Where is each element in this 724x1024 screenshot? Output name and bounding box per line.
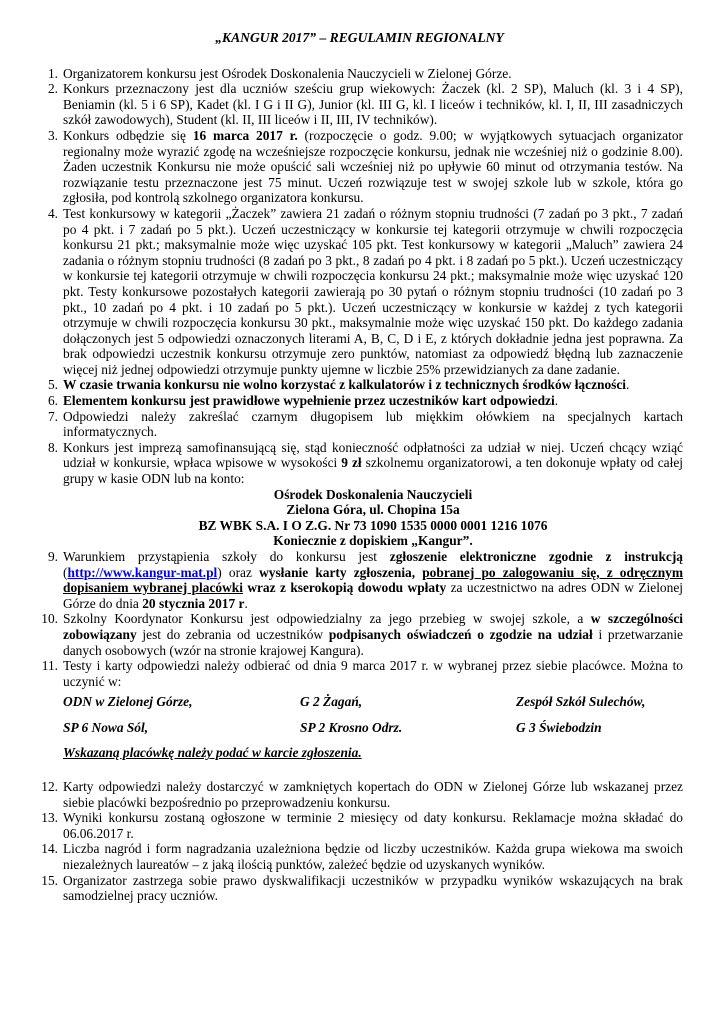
rule-item xyxy=(36,377,683,393)
kangur-website-link[interactable]: http://www.kangur-mat.pl xyxy=(67,564,218,580)
rule-text-bold: wysłanie karty zgłoszenia, xyxy=(259,564,423,580)
rule-text: i przetwarzanie danych osobowych (wzór na stronie krajowej Kangura). xyxy=(63,626,683,658)
rule-item xyxy=(36,66,683,82)
rule-text: Konkurs jest imprezą samofinansującą się, stąd konieczność odpłatności za udział w niej. Uczeń chcący wziąć udział w konkursie, wpłaca wpisowe w wysokości xyxy=(63,439,683,471)
rule-text: Liczba nagród i form nagradzania uzależniona będzie od liczby uczestników. Każda grupa wiekowa ma swoich niezależnych laureatów – z jaką ilością punktów, zależeć będzie od uzyskanych wyników. xyxy=(63,841,683,872)
rule-text: Testy i karty odpowiedzi należy odbierać od dnia 9 marca 2017 r. w wybranej przez siebie placówce. Można to uczynić w: xyxy=(63,658,683,689)
rule-text: Warunkiem przystąpienia szkoły do konkursu jest xyxy=(63,549,390,564)
pickup-place: G 3 Świebodzin xyxy=(516,720,602,736)
rule-text: Organizatorem konkursu jest Ośrodek Doskonalenia Nauczycieli w Zielonej Górze. xyxy=(63,65,512,81)
rule-text: (rozpoczęcie o godz. 9.00; w wyjątkowych sytuacjach organizator regionalny może wyrazić zgodę na wcześniejsze rozpoczęcie konkursu, jednak nie wcześniej niż o godzinie 8.00). Żaden uczestnik Konkursu nie może opuścić sali wcześniej niż po upływie 60 minut od otrzymania testów. Na rozwiązanie testu przeznaczone jest 75 minut. Uczeń rozwiązuje test w swojej szkole lub w szkole, która go zgłosiła, pod kontrolą szkolnego organizatora konkursu. xyxy=(63,127,683,206)
rule-text: Wyniki konkursu zostaną ogłoszone w terminie 2 miesięcy od daty konkursu. Reklamacje można składać do 06.06.2017 r. xyxy=(63,810,683,841)
rule-text-bold: podpisanych oświadczeń o zgodzie na udział xyxy=(328,626,593,642)
rule-text: za uczestnictwo na adres ODN w Zielonej Górze do dnia xyxy=(63,580,683,611)
document-title: „KANGUR 2017” – REGULAMIN REGIONALNY xyxy=(215,30,504,45)
rule-number: 15. xyxy=(41,872,58,888)
account-address: Zielona Góra, ul. Chopina 15a xyxy=(286,502,460,518)
rule-item xyxy=(36,440,683,549)
account-number: BZ WBK S.A. I O Z.G. Nr 73 1090 1535 0000 0001 1216 1076 xyxy=(198,517,548,533)
rule-text: Organizator zastrzega sobie prawo dyskwalifikacji uczestników w przypadku wyników wskazujących na brak samodzielnej pracy uczniów. xyxy=(63,872,683,904)
pickup-place: G 2 Żagań, xyxy=(300,694,363,710)
rule-number: 7. xyxy=(47,408,58,424)
pickup-place: ODN w Zielonej Górze, xyxy=(63,694,193,710)
rule-text: szkolnemu organizatorowi, a ten dokonuje wpłaty od całej grupy w kasie ODN lub na konto: xyxy=(63,455,683,487)
account-note: Koniecznie z dopiskiem „Kangur”. xyxy=(273,533,473,549)
rule-item xyxy=(36,409,683,440)
rule-text: . xyxy=(244,595,248,611)
rule-item xyxy=(36,393,683,409)
rule-text: Szkolny Koordynator Konkursu jest odpowiedzialny za jego przebieg w swojej szkole, a xyxy=(63,611,591,627)
account-name: Ośrodek Doskonalenia Nauczycieli xyxy=(273,486,473,502)
rule-number: 3. xyxy=(47,127,58,143)
rule-text: . xyxy=(554,393,559,409)
rule-text-bold: zgłoszenie elektroniczne zgodnie z instrukcją xyxy=(389,549,683,564)
rule-number: 9. xyxy=(47,549,58,564)
rule-number: 1. xyxy=(47,65,58,81)
spacer xyxy=(63,761,683,779)
rule-text-bold: Elementem konkursu jest prawidłowe wypełnienie przez uczestników kart odpowiedzi xyxy=(63,393,555,409)
contest-date: 16 marca 2017 r. xyxy=(192,127,298,143)
pickup-place: SP 6 Nowa Sól, xyxy=(63,720,149,736)
rule-item xyxy=(36,873,683,904)
rule-number: 8. xyxy=(47,439,58,455)
rule-number: 12. xyxy=(41,778,58,794)
rule-item xyxy=(36,549,683,611)
rule-text-bold: W czasie trwania konkursu nie wolno korzystać z kalkulatorów i z technicznych środków łączności xyxy=(63,377,627,393)
rule-text: Test konkursowy w kategorii „Żaczek” zawiera 21 zadań o różnym stopniu trudności (7 zadań po 3 pkt., 7 zadań po 4 pkt. i 7 zadań po 5 pkt.). Uczeń uczestniczący w konkursie tej kategorii otrzymuje w chwili rozpoczęcia konkursu 21 pkt.; maksymalnie może więc uzyskać 105 pkt. Test konkursowy w kategorii „Maluch” zawiera 24 zadania o różnym stopniu trudności (8 zadań po 3 pkt., 8 zadań po 4 pkt. i 8 zadań po 5 pkt.). Uczeń uczestniczący w konkursie tej kategorii otrzymuje w chwili rozpoczęcia konkursu 24 pkt.; maksymalnie może więc uzyskać 120 pkt. Testy konkursowe pozostałych kategorii zawierają po 30 pytań o różnym stopniu trudności (10 zadań po 3 pkt., 10 zadań po 4 pkt. i 10 zadań po 5 pkt.). Uczeń uczestniczący w konkursie w każdej z tych kategorii otrzymuje w chwili rozpoczęcia konkursu 30 pkt., maksymalnie może więc uzyskać 150 pkt. Do każdego zadania dołączonych jest 5 odpowiedzi oznaczonych literami A, B, C, D i E, z których dokładnie jedna jest poprawna. Za brak odpowiedzi uczestnik konkursu otrzymuje zero punktów, natomiast za odpowiedź błędną lub zaznaczenie więcej niż jednej odpowiedzi otrzymuje punkty ujemne w liczbie 25% przewidzianych za dane zadanie. xyxy=(63,205,683,377)
rule-text: Karty odpowiedzi należy dostarczyć w zamkniętych kopertach do ODN w Zielonej Górze lub wskazanej przez siebie placówki bezpośrednio po przeprowadzeniu konkursu. xyxy=(63,778,683,810)
rule-text-bold: w szczególności zobowiązany xyxy=(63,611,683,642)
bank-account-block xyxy=(63,487,683,549)
rule-number: 13. xyxy=(41,810,58,826)
rule-text: ( xyxy=(63,564,68,580)
rule-number: 2. xyxy=(47,81,58,97)
fee-amount: 9 zł xyxy=(341,455,362,471)
rule-item xyxy=(36,779,683,810)
rule-text: Konkurs przeznaczony jest dla uczniów sześciu grup wiekowych: Żaczek (kl. 2 SP), Maluch (kl. 3 i 4 SP), Beniamin (kl. 5 i 6 SP), Kadet (kl. I G i II G), Junior (kl. III G, kl. I liceów i techników, kl. I, II, III zasadniczych szkół zawodowych), Student (kl. II, III liceów i II, III, IV techników). xyxy=(63,81,683,128)
rules-list xyxy=(36,66,683,904)
rule-text: Konkurs odbędzie się xyxy=(63,127,193,143)
rule-text-bold: wraz z kserokopią dowodu wpłaty xyxy=(242,580,447,596)
rule-number: 6. xyxy=(47,393,58,409)
rule-item xyxy=(36,611,683,658)
rule-text: ) oraz xyxy=(217,564,260,580)
rule-text: Odpowiedzi należy zakreślać czarnym długopisem lub miękkim ołówkiem na specjalnych kartach informatycznych. xyxy=(63,408,683,440)
rule-item xyxy=(36,81,683,128)
places-note: Wskazaną placówkę należy podać w karcie zgłoszenia. xyxy=(63,745,362,761)
rule-text: jest do zebrania od uczestników xyxy=(136,626,329,642)
rule-item xyxy=(36,206,683,378)
rule-number: 10. xyxy=(41,611,58,627)
pickup-places-grid xyxy=(63,693,683,745)
pickup-place: SP 2 Krosno Odrz. xyxy=(300,720,403,736)
rule-item xyxy=(36,128,683,206)
rule-number: 4. xyxy=(47,205,58,221)
rule-item xyxy=(36,810,683,841)
rule-item xyxy=(36,841,683,872)
rule-number: 14. xyxy=(41,841,58,857)
pickup-place: Zespół Szkół Sulechów, xyxy=(516,694,646,710)
rule-text: . xyxy=(626,377,630,393)
rule-number: 11. xyxy=(41,658,58,674)
rule-text-bold-underlined: pobranej po zalogowaniu się, z odręcznym dopisaniem wybranej placówki xyxy=(63,564,684,596)
rule-number: 5. xyxy=(47,377,58,393)
deadline-date: 20 stycznia 2017 r xyxy=(142,595,245,611)
rule-item xyxy=(36,658,683,779)
